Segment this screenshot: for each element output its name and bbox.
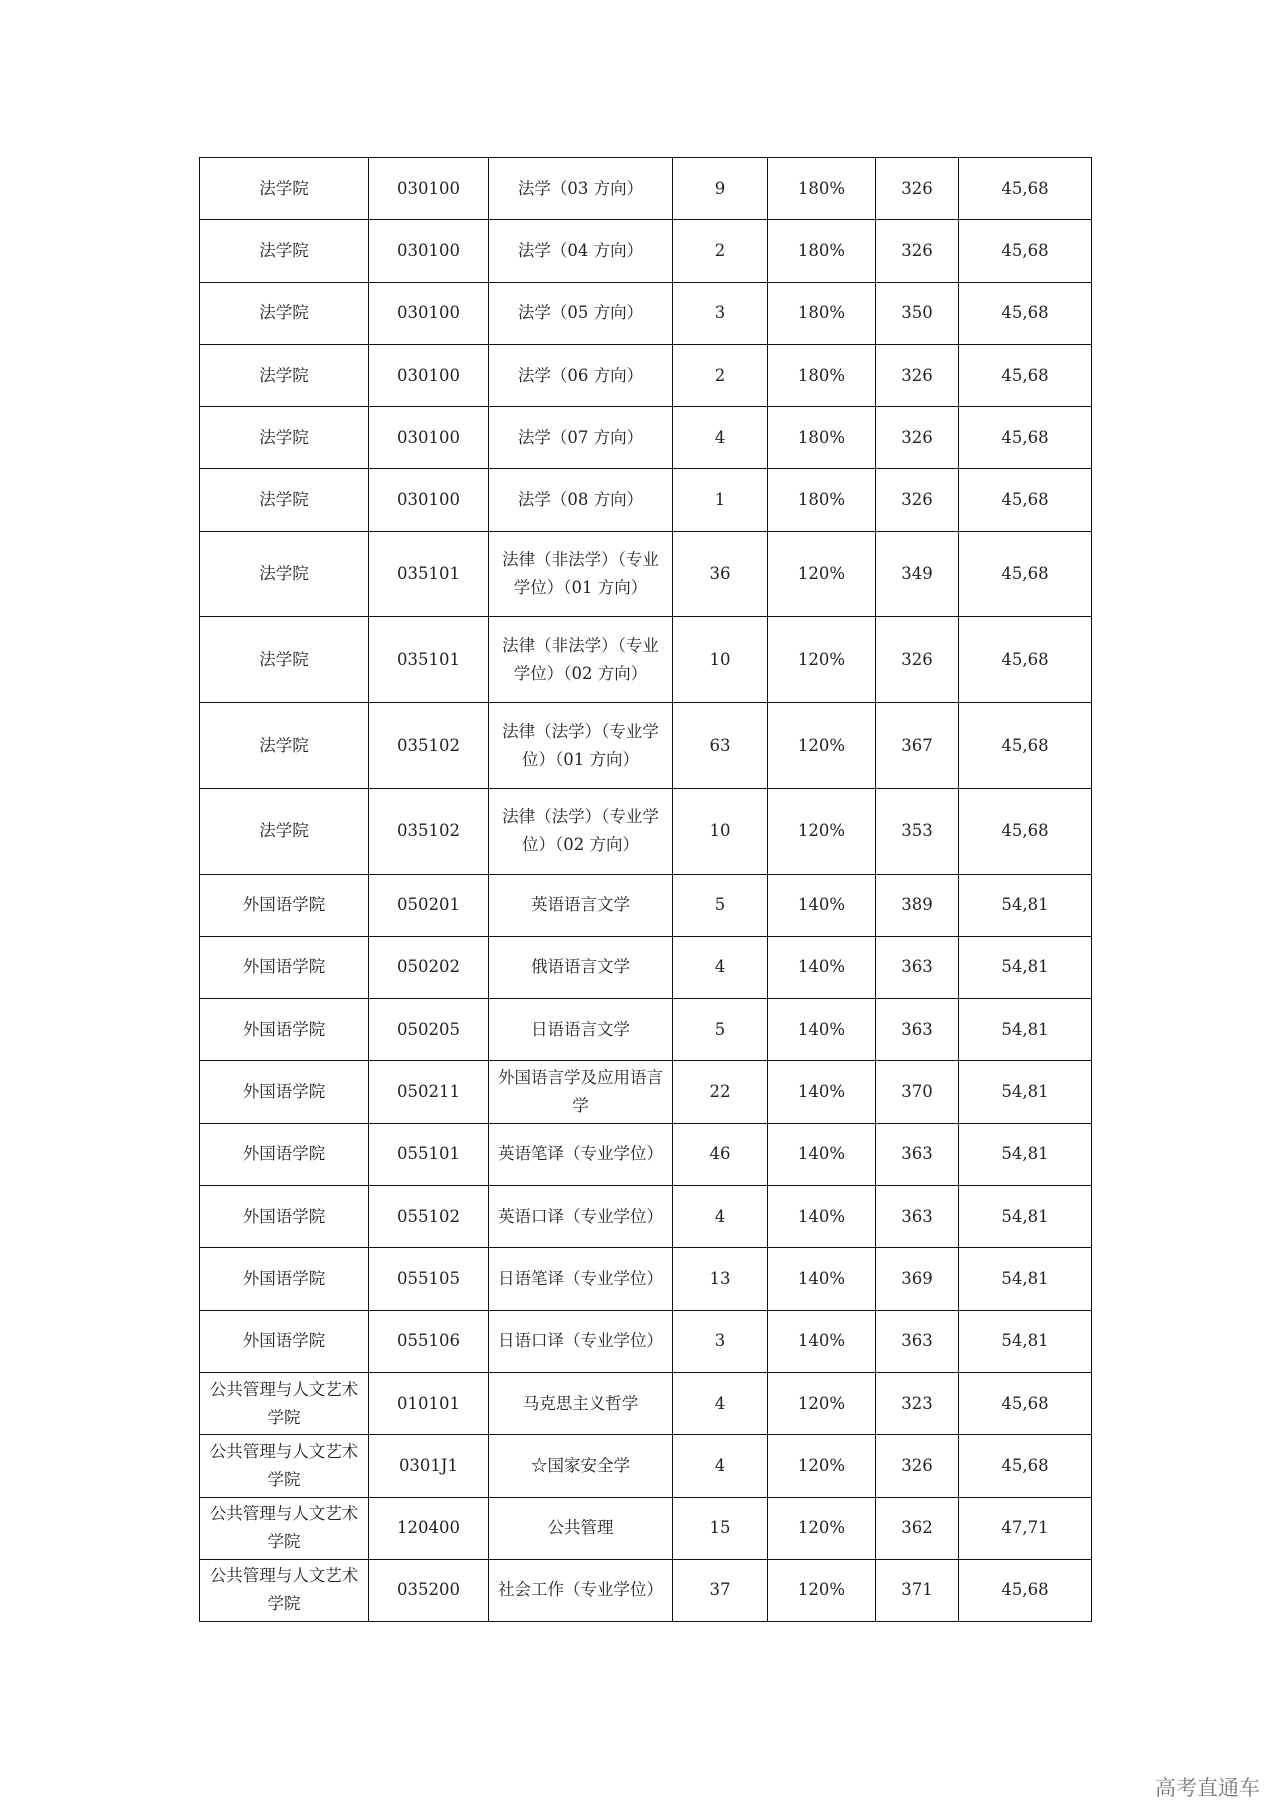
- table-row: [200, 407, 1092, 469]
- ratio-cell: 120%: [768, 1435, 876, 1497]
- table-row: [200, 1186, 1092, 1248]
- score-line-cell: 326: [876, 158, 959, 220]
- major-cell: 英语口译（专业学位）: [489, 1186, 673, 1248]
- score-line-cell: 363: [876, 1123, 959, 1185]
- code-cell: 030100: [369, 282, 489, 344]
- table-row: [200, 936, 1092, 998]
- ratio-cell: 120%: [768, 1497, 876, 1559]
- quota-cell: 3: [673, 1310, 768, 1372]
- code-cell: 055106: [369, 1310, 489, 1372]
- college-cell: 外国语学院: [200, 1061, 369, 1123]
- score-line-cell: 353: [876, 788, 959, 874]
- quota-cell: 2: [673, 344, 768, 406]
- college-cell: 外国语学院: [200, 1248, 369, 1310]
- ratio-cell: 180%: [768, 469, 876, 531]
- ratio-cell: 120%: [768, 1372, 876, 1434]
- table-row: [200, 703, 1092, 789]
- score-line-cell: 323: [876, 1372, 959, 1434]
- college-cell: 法学院: [200, 220, 369, 282]
- code-cell: 0301J1: [369, 1435, 489, 1497]
- score-line-cell: 371: [876, 1559, 959, 1621]
- score-line-cell: 363: [876, 1186, 959, 1248]
- table-row: [200, 1248, 1092, 1310]
- quota-cell: 2: [673, 220, 768, 282]
- college-cell: 法学院: [200, 703, 369, 789]
- single-subject-line-cell: 54,81: [959, 1186, 1092, 1248]
- college-cell: 法学院: [200, 344, 369, 406]
- major-cell: 法律（法学）（专业学位）（01 方向）: [489, 703, 673, 789]
- score-line-cell: 362: [876, 1497, 959, 1559]
- ratio-cell: 140%: [768, 936, 876, 998]
- ratio-cell: 120%: [768, 788, 876, 874]
- code-cell: 055105: [369, 1248, 489, 1310]
- ratio-cell: 140%: [768, 999, 876, 1061]
- major-cell: 法学（04 方向）: [489, 220, 673, 282]
- code-cell: 035200: [369, 1559, 489, 1621]
- table-row: [200, 1061, 1092, 1123]
- college-cell: 外国语学院: [200, 936, 369, 998]
- code-cell: 010101: [369, 1372, 489, 1434]
- major-cell: ☆国家安全学: [489, 1435, 673, 1497]
- score-line-cell: 326: [876, 617, 959, 703]
- quota-cell: 22: [673, 1061, 768, 1123]
- major-cell: 英语语言文学: [489, 874, 673, 936]
- ratio-cell: 120%: [768, 617, 876, 703]
- quota-cell: 10: [673, 788, 768, 874]
- score-line-cell: 363: [876, 936, 959, 998]
- table-row: [200, 469, 1092, 531]
- quota-cell: 46: [673, 1123, 768, 1185]
- ratio-cell: 140%: [768, 1061, 876, 1123]
- score-line-cell: 350: [876, 282, 959, 344]
- college-cell: 法学院: [200, 788, 369, 874]
- single-subject-line-cell: 54,81: [959, 999, 1092, 1061]
- quota-cell: 15: [673, 1497, 768, 1559]
- single-subject-line-cell: 45,68: [959, 617, 1092, 703]
- score-line-cell: 326: [876, 407, 959, 469]
- major-cell: 法律（非法学）（专业学位）（02 方向）: [489, 617, 673, 703]
- major-cell: 法学（06 方向）: [489, 344, 673, 406]
- code-cell: 050211: [369, 1061, 489, 1123]
- college-cell: 公共管理与人文艺术学院: [200, 1559, 369, 1621]
- code-cell: 055102: [369, 1186, 489, 1248]
- college-cell: 公共管理与人文艺术学院: [200, 1497, 369, 1559]
- table-row: [200, 344, 1092, 406]
- ratio-cell: 140%: [768, 1186, 876, 1248]
- quota-cell: 13: [673, 1248, 768, 1310]
- code-cell: 030100: [369, 469, 489, 531]
- code-cell: 055101: [369, 1123, 489, 1185]
- code-cell: 030100: [369, 158, 489, 220]
- quota-cell: 37: [673, 1559, 768, 1621]
- ratio-cell: 140%: [768, 1123, 876, 1185]
- quota-cell: 10: [673, 617, 768, 703]
- code-cell: 030100: [369, 407, 489, 469]
- single-subject-line-cell: 45,68: [959, 1435, 1092, 1497]
- major-cell: 法律（法学）（专业学位）（02 方向）: [489, 788, 673, 874]
- score-line-cell: 370: [876, 1061, 959, 1123]
- admission-table: [199, 157, 1092, 1622]
- code-cell: 030100: [369, 220, 489, 282]
- table-row: [200, 1435, 1092, 1497]
- quota-cell: 5: [673, 999, 768, 1061]
- college-cell: 法学院: [200, 282, 369, 344]
- score-line-cell: 363: [876, 1310, 959, 1372]
- major-cell: 日语语言文学: [489, 999, 673, 1061]
- single-subject-line-cell: 54,81: [959, 936, 1092, 998]
- major-cell: 公共管理: [489, 1497, 673, 1559]
- major-cell: 马克思主义哲学: [489, 1372, 673, 1434]
- score-line-cell: 369: [876, 1248, 959, 1310]
- table-row: [200, 1559, 1092, 1621]
- ratio-cell: 180%: [768, 220, 876, 282]
- single-subject-line-cell: 47,71: [959, 1497, 1092, 1559]
- quota-cell: 4: [673, 1435, 768, 1497]
- score-line-cell: 326: [876, 344, 959, 406]
- college-cell: 法学院: [200, 407, 369, 469]
- quota-cell: 1: [673, 469, 768, 531]
- code-cell: 035101: [369, 617, 489, 703]
- major-cell: 社会工作（专业学位）: [489, 1559, 673, 1621]
- single-subject-line-cell: 54,81: [959, 1061, 1092, 1123]
- single-subject-line-cell: 54,81: [959, 874, 1092, 936]
- ratio-cell: 180%: [768, 407, 876, 469]
- table-row: [200, 282, 1092, 344]
- score-line-cell: 326: [876, 220, 959, 282]
- table-row: [200, 1310, 1092, 1372]
- college-cell: 法学院: [200, 531, 369, 617]
- major-cell: 法学（07 方向）: [489, 407, 673, 469]
- college-cell: 法学院: [200, 617, 369, 703]
- score-line-cell: 367: [876, 703, 959, 789]
- table-row: [200, 1123, 1092, 1185]
- major-cell: 俄语语言文学: [489, 936, 673, 998]
- score-line-cell: 326: [876, 469, 959, 531]
- single-subject-line-cell: 45,68: [959, 469, 1092, 531]
- college-cell: 外国语学院: [200, 874, 369, 936]
- single-subject-line-cell: 45,68: [959, 344, 1092, 406]
- major-cell: 日语口译（专业学位）: [489, 1310, 673, 1372]
- quota-cell: 4: [673, 407, 768, 469]
- table-row: [200, 874, 1092, 936]
- score-line-cell: 363: [876, 999, 959, 1061]
- score-line-cell: 349: [876, 531, 959, 617]
- table-row: [200, 158, 1092, 220]
- single-subject-line-cell: 45,68: [959, 158, 1092, 220]
- college-cell: 法学院: [200, 469, 369, 531]
- single-subject-line-cell: 54,81: [959, 1310, 1092, 1372]
- score-line-cell: 389: [876, 874, 959, 936]
- quota-cell: 3: [673, 282, 768, 344]
- table-row: [200, 1497, 1092, 1559]
- major-cell: 法律（非法学）（专业学位）（01 方向）: [489, 531, 673, 617]
- table-row: [200, 220, 1092, 282]
- ratio-cell: 180%: [768, 158, 876, 220]
- code-cell: 050202: [369, 936, 489, 998]
- ratio-cell: 120%: [768, 703, 876, 789]
- college-cell: 外国语学院: [200, 1186, 369, 1248]
- score-line-cell: 326: [876, 1435, 959, 1497]
- major-cell: 法学（05 方向）: [489, 282, 673, 344]
- code-cell: 030100: [369, 344, 489, 406]
- single-subject-line-cell: 45,68: [959, 407, 1092, 469]
- quota-cell: 36: [673, 531, 768, 617]
- ratio-cell: 120%: [768, 531, 876, 617]
- code-cell: 035101: [369, 531, 489, 617]
- ratio-cell: 140%: [768, 874, 876, 936]
- college-cell: 公共管理与人文艺术学院: [200, 1435, 369, 1497]
- ratio-cell: 180%: [768, 344, 876, 406]
- quota-cell: 4: [673, 1372, 768, 1434]
- table-row: [200, 788, 1092, 874]
- ratio-cell: 140%: [768, 1310, 876, 1372]
- college-cell: 公共管理与人文艺术学院: [200, 1372, 369, 1434]
- code-cell: 050201: [369, 874, 489, 936]
- single-subject-line-cell: 45,68: [959, 1372, 1092, 1434]
- college-cell: 外国语学院: [200, 999, 369, 1061]
- table-row: [200, 1372, 1092, 1434]
- quota-cell: 5: [673, 874, 768, 936]
- college-cell: 法学院: [200, 158, 369, 220]
- table-row: [200, 617, 1092, 703]
- single-subject-line-cell: 45,68: [959, 788, 1092, 874]
- quota-cell: 9: [673, 158, 768, 220]
- single-subject-line-cell: 54,81: [959, 1123, 1092, 1185]
- major-cell: 法学（03 方向）: [489, 158, 673, 220]
- code-cell: 035102: [369, 788, 489, 874]
- college-cell: 外国语学院: [200, 1310, 369, 1372]
- code-cell: 120400: [369, 1497, 489, 1559]
- quota-cell: 4: [673, 936, 768, 998]
- watermark: 高考直通车: [1155, 1776, 1260, 1800]
- single-subject-line-cell: 45,68: [959, 1559, 1092, 1621]
- single-subject-line-cell: 45,68: [959, 220, 1092, 282]
- ratio-cell: 120%: [768, 1559, 876, 1621]
- code-cell: 035102: [369, 703, 489, 789]
- major-cell: 法学（08 方向）: [489, 469, 673, 531]
- code-cell: 050205: [369, 999, 489, 1061]
- ratio-cell: 140%: [768, 1248, 876, 1310]
- table-row: [200, 999, 1092, 1061]
- ratio-cell: 180%: [768, 282, 876, 344]
- single-subject-line-cell: 45,68: [959, 531, 1092, 617]
- college-cell: 外国语学院: [200, 1123, 369, 1185]
- major-cell: 英语笔译（专业学位）: [489, 1123, 673, 1185]
- single-subject-line-cell: 45,68: [959, 703, 1092, 789]
- single-subject-line-cell: 54,81: [959, 1248, 1092, 1310]
- major-cell: 外国语言学及应用语言学: [489, 1061, 673, 1123]
- quota-cell: 63: [673, 703, 768, 789]
- single-subject-line-cell: 45,68: [959, 282, 1092, 344]
- quota-cell: 4: [673, 1186, 768, 1248]
- major-cell: 日语笔译（专业学位）: [489, 1248, 673, 1310]
- table-row: [200, 531, 1092, 617]
